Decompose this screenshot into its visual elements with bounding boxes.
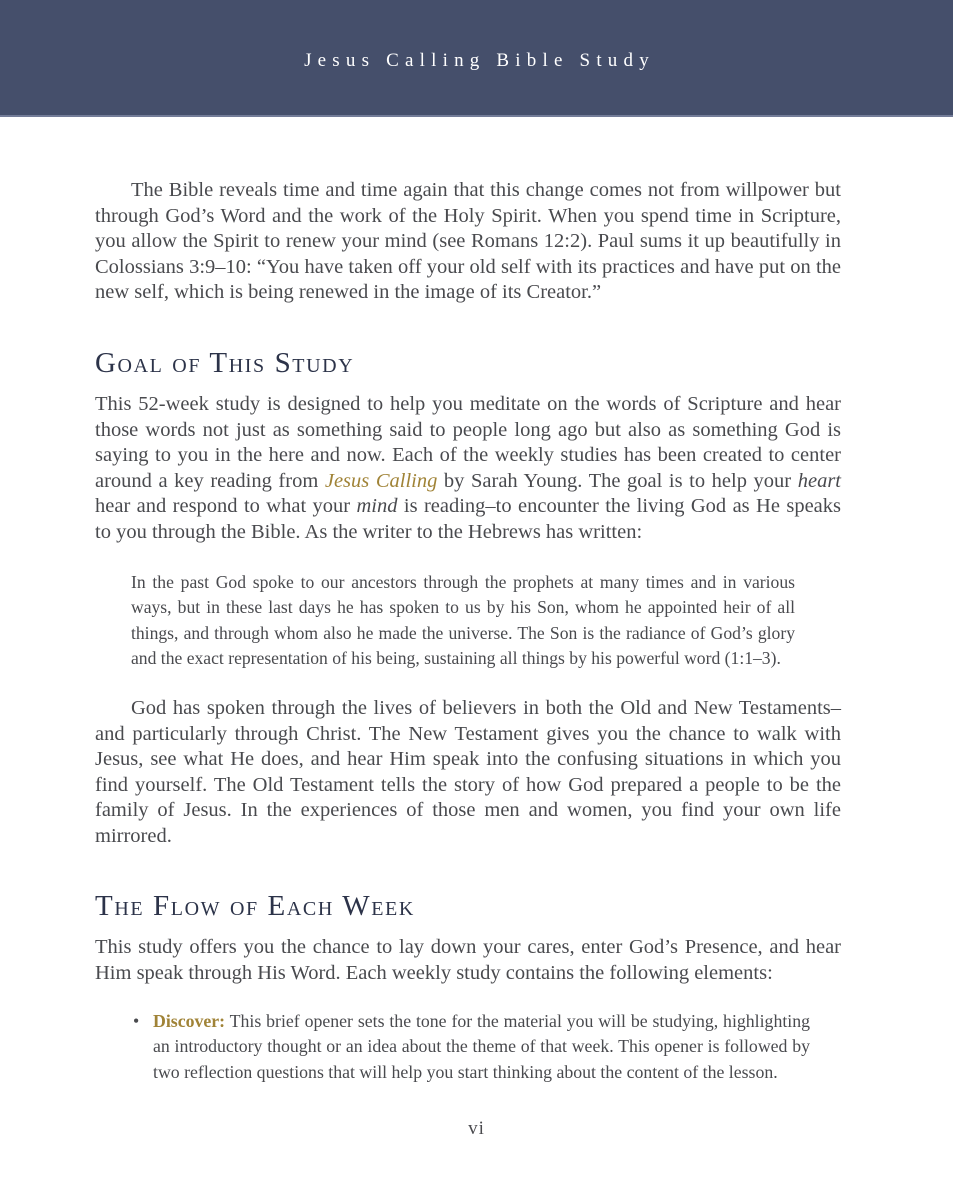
header-bottom-rule: [0, 115, 953, 117]
bullet-icon: •: [133, 1010, 140, 1031]
page-number: vi: [468, 1118, 485, 1139]
book-title: Jesus Calling Bible Study: [304, 50, 655, 71]
goal-paragraph-part-4: is reading–to encounter the living God as He speaks to you through the Bible. As the writer to the Hebrews has written:: [95, 495, 841, 543]
list-item-text: This brief opener sets the tone for the material you will be studying, highlighting an introductory thought or an idea about the theme of that week. This opener is followed by two reflection questions that will help you start thinking about the content of the lesson.: [153, 1010, 810, 1082]
text-column: [95, 178, 841, 1085]
flow-intro-paragraph: This study offers you the chance to lay down your cares, enter God’s Presence, and hear Him speak through His Word. Each weekly study contains the following elements:: [95, 936, 841, 985]
goal-paragraph: [95, 392, 841, 546]
list-item-label-discover: Discover:: [153, 1010, 226, 1031]
hebrews-blockquote: In the past God spoke to our ancestors through the prophets at many times and in various ways, but in these last days he has spoken to us by his Son, whom he appointed heir of all things, and through whom also he made the universe. The Son is the radiance of God’s glory and the exact representation of his being, sustaining all things by his powerful word (1:1–3).: [131, 571, 795, 669]
goal-paragraph-part-3: hear and respond to what your: [95, 495, 357, 518]
spacer: [95, 380, 841, 392]
emphasis-heart: heart: [797, 469, 841, 492]
spacer: [95, 672, 841, 696]
closing-paragraph: God has spoken through the lives of believers in both the Old and New Testaments–and particularly through Christ. The New Testament gives you the chance to walk with Jesus, see what He does, and hear Him speak into the confusing situations in which you find yourself. The Old Testament tells the story of how God prepared a people to be the family of Jesus. In the experiences of those men and women, you find your own life mirrored.: [95, 696, 841, 847]
section-heading-goal-of-this-study: Goal of This Study: [95, 346, 355, 379]
goal-paragraph-part-1: This 52-week study is designed to help you meditate on the words of Scripture and hear those words not just as something said to people long ago but also as something God is saying to you in the here and now. Each of the weekly studies has been created to center around a key reading from: [95, 392, 841, 492]
spacer: [95, 923, 841, 935]
spacer: [95, 849, 841, 889]
section-heading-the-flow-of-each-week: The Flow of Each Week: [95, 890, 415, 923]
intro-paragraph: The Bible reveals time and time again that this change comes not from willpower but through God’s Word and the work of the Holy Spirit. When you spend time in Scripture, you allow the Spirit to renew your mind (see Romans 12:2). Paul sums it up beautifully in Colossians 3:9–10: “You have taken off your old self with its practices and have put on the new self, which is being renewed in the image of its Creator.”: [95, 179, 841, 304]
weekly-elements-list: [95, 1009, 841, 1086]
book-title-emphasis: Jesus Calling: [324, 469, 438, 492]
spacer: [95, 987, 841, 1009]
goal-paragraph-part-2: by Sarah Young. The goal is to help your: [437, 469, 798, 492]
emphasis-mind: mind: [356, 495, 398, 518]
spacer: [95, 546, 841, 570]
list-item: [95, 1009, 810, 1086]
spacer: [95, 306, 841, 346]
